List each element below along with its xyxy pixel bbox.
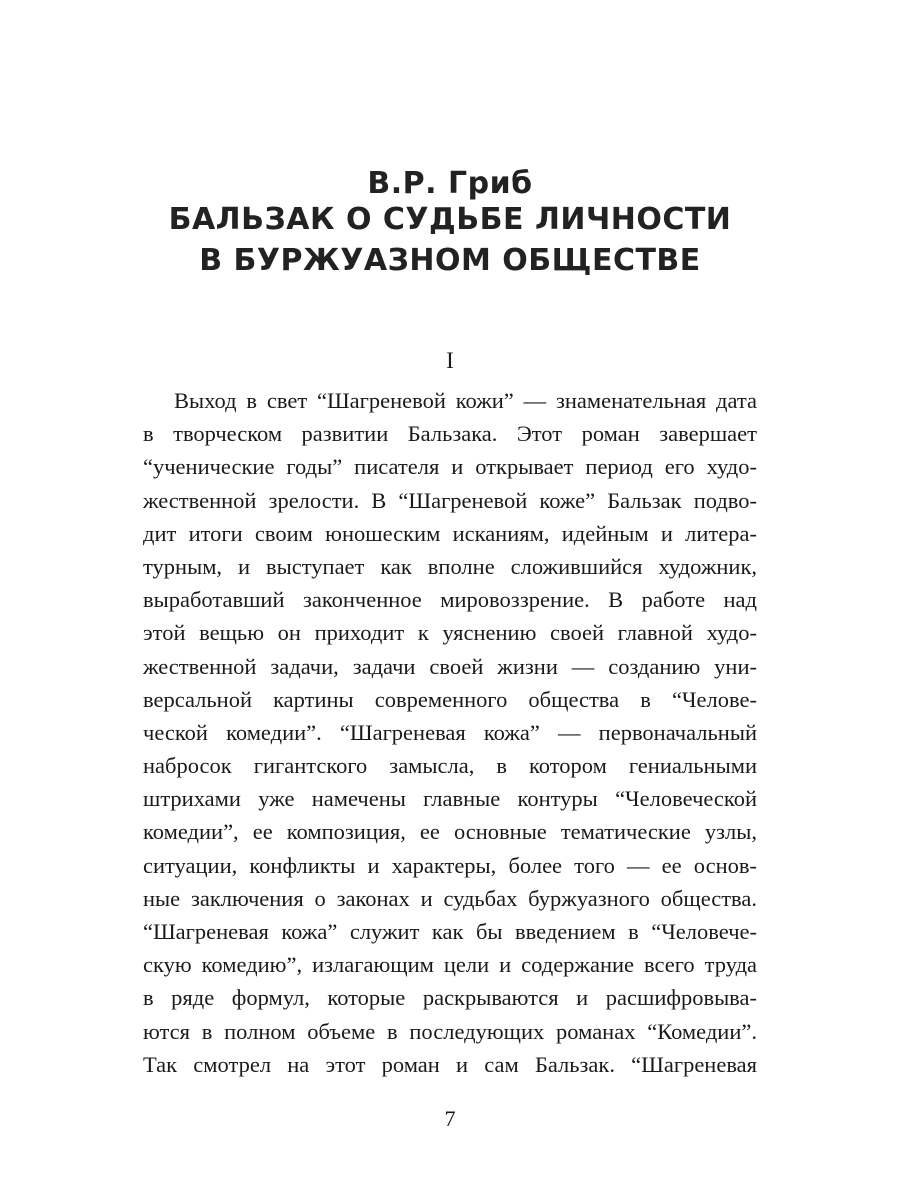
body-text [143, 384, 757, 1081]
text-line: Выход в свет “Шагреневой кожи” — знаменательная дата [174, 388, 757, 413]
text-line: “ученические годы” писателя и открывает период его худо- [143, 454, 757, 480]
text-line: ются в полном объеме в последующих романах “Комедии”. [143, 1018, 757, 1044]
text-line: ческой комедии”. “Шагреневая кожа” — первоначальный [143, 719, 757, 745]
section-number: I [446, 348, 454, 373]
chapter-title-line-2: В БУРЖУАЗНОМ ОБЩЕСТВЕ [199, 243, 701, 278]
text-line: набросок гигантского замысла, в котором гениальными [143, 753, 757, 779]
text-line: комедии”, ее композиция, ее основные тематические узлы, [143, 819, 757, 845]
text-line: дит итоги своим юношеским исканиям, идейным и литера- [143, 520, 757, 546]
text-line: “Шагреневая кожа” служит как бы введением в “Человече- [143, 919, 757, 944]
text-line: в ряде формул, которые раскрываются и расшифровыва- [143, 985, 757, 1011]
chapter-title-line-1: БАЛЬЗАК О СУДЬБЕ ЛИЧНОСТИ [168, 202, 732, 237]
page-number: 7 [444, 1106, 456, 1131]
text-line: в творческом развитии Бальзака. Этот роман завершает [143, 421, 757, 447]
text-line: жественной задачи, задачи своей жизни — созданию уни- [143, 653, 757, 679]
text-line: турным, и выступает как вполне сложившийся художник, [143, 553, 757, 579]
text-line: выработавший законченное мировоззрение. В работе над [143, 587, 757, 613]
text-line: штрихами уже намечены главные контуры “Человеческой [143, 786, 757, 812]
text-line: скую комедию”, излагающим цели и содержание всего труда [143, 952, 757, 978]
text-line: этой вещью он приходит к уяснению своей главной худо- [143, 620, 757, 646]
author-name: В.Р. Гриб [367, 166, 533, 201]
text-line: жественной зрелости. В “Шагреневой коже” Бальзак подво- [143, 487, 757, 513]
text-line: ные заключения о законах и судьбах буржуазного общества. [143, 885, 757, 911]
text-line: Так смотрел на этот роман и сам Бальзак. “Шагреневая [143, 1051, 757, 1077]
text-line: версальной картины современного общества в “Челове- [143, 686, 757, 712]
text-line: ситуации, конфликты и характеры, более того — ее основ- [143, 852, 757, 878]
